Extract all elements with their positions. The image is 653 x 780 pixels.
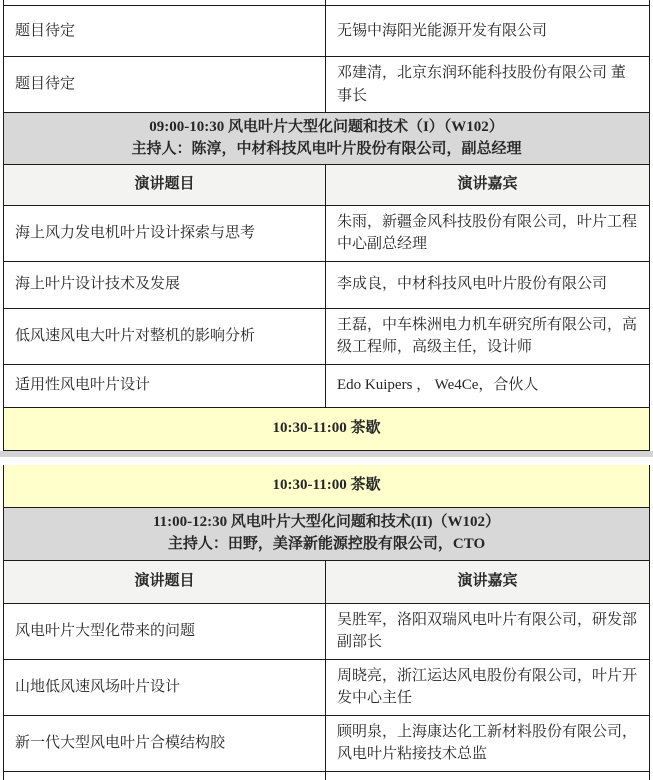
talk-guest: 邓建清，北京东润环能科技股份有限公司 董事长: [337, 65, 626, 104]
column-header-title: 演讲题目: [4, 165, 326, 205]
talk-title: 山地低风速风场叶片设计: [4, 660, 326, 715]
segment-gap: [0, 457, 653, 465]
talk-guest: 周晓亮，浙江运达风电股份有限公司，叶片开发中心主任: [337, 667, 638, 706]
table-row-cutoff-bottom: [4, 772, 649, 780]
cutoff-guest-cell: [326, 0, 649, 5]
cutoff-title-cell: [4, 772, 326, 780]
column-header-guest: 演讲嘉宾: [326, 561, 649, 603]
session-moderator: 主持人：陈淳，中材科技风电叶片股份有限公司，副总经理: [131, 141, 522, 158]
talk-title: 风电叶片大型化带来的问题: [4, 604, 326, 659]
tea-break-row-repeat: [4, 465, 649, 508]
talk-guest: 王磊，中车株洲电力机车研究所有限公司，高级工程师，高级主任，设计师: [337, 316, 638, 355]
table-row: [4, 6, 649, 57]
session-header-midday: [4, 508, 649, 561]
table-row: [4, 365, 649, 408]
tea-break-row-morning: [4, 408, 649, 451]
table-row: [4, 57, 649, 113]
column-header-row: [4, 561, 649, 604]
session-time-title: 11:00-12:30 风电叶片大型化问题和技术(II)（W102）: [152, 513, 501, 530]
talk-title: 海上叶片设计技术及发展: [4, 262, 326, 308]
talk-guest: 无锡中海阳光能源开发有限公司: [337, 22, 548, 39]
cutoff-title-cell: [4, 0, 326, 5]
agenda-table-morning: [3, 0, 650, 451]
session-time-title: 09:00-10:30 风电叶片大型化问题和技术（I）（W102）: [149, 119, 504, 135]
table-row: [4, 604, 649, 660]
tea-break-label: 10:30-11:00 茶歇: [272, 420, 381, 437]
column-header-title: 演讲题目: [4, 561, 326, 603]
talk-title: 海上风力发电机叶片设计探索与思考: [4, 206, 326, 261]
column-header-row: [4, 165, 649, 206]
talk-guest: 吴胜军，洛阳双瑞风电叶片有限公司，研发部副部长: [337, 611, 638, 650]
talk-guest: 李成良，中材科技风电叶片股份有限公司: [337, 276, 608, 293]
talk-title: 题目待定: [4, 57, 326, 112]
agenda-table-midday: [3, 465, 650, 780]
session-header-morning: [4, 113, 649, 165]
table-row: [4, 262, 649, 309]
cutoff-guest-cell: [326, 772, 649, 780]
column-header-guest: 演讲嘉宾: [326, 165, 649, 205]
talk-title: 低风速风电大叶片对整机的影响分析: [4, 309, 326, 364]
tea-break-label: 10:30-11:00 茶歇: [272, 477, 381, 494]
table-row: [4, 206, 649, 262]
table-row: [4, 716, 649, 772]
talk-guest: 朱雨，新疆金风科技股份有限公司，叶片工程中心副总经理: [337, 213, 638, 252]
talk-guest: 顾明泉，上海康达化工新材料股份有限公司，风电叶片粘接技术总监: [337, 723, 638, 762]
session-moderator: 主持人：田野，美泽新能源控股有限公司，CTO: [167, 535, 486, 552]
talk-title: 新一代大型风电叶片合模结构胶: [4, 716, 326, 771]
table-row: [4, 660, 649, 716]
table-row: [4, 309, 649, 365]
talk-guest: Edo Kuipers ， We4Ce，合伙人: [337, 377, 539, 394]
talk-title: 题目待定: [4, 6, 326, 56]
talk-title: 适用性风电叶片设计: [4, 365, 326, 407]
